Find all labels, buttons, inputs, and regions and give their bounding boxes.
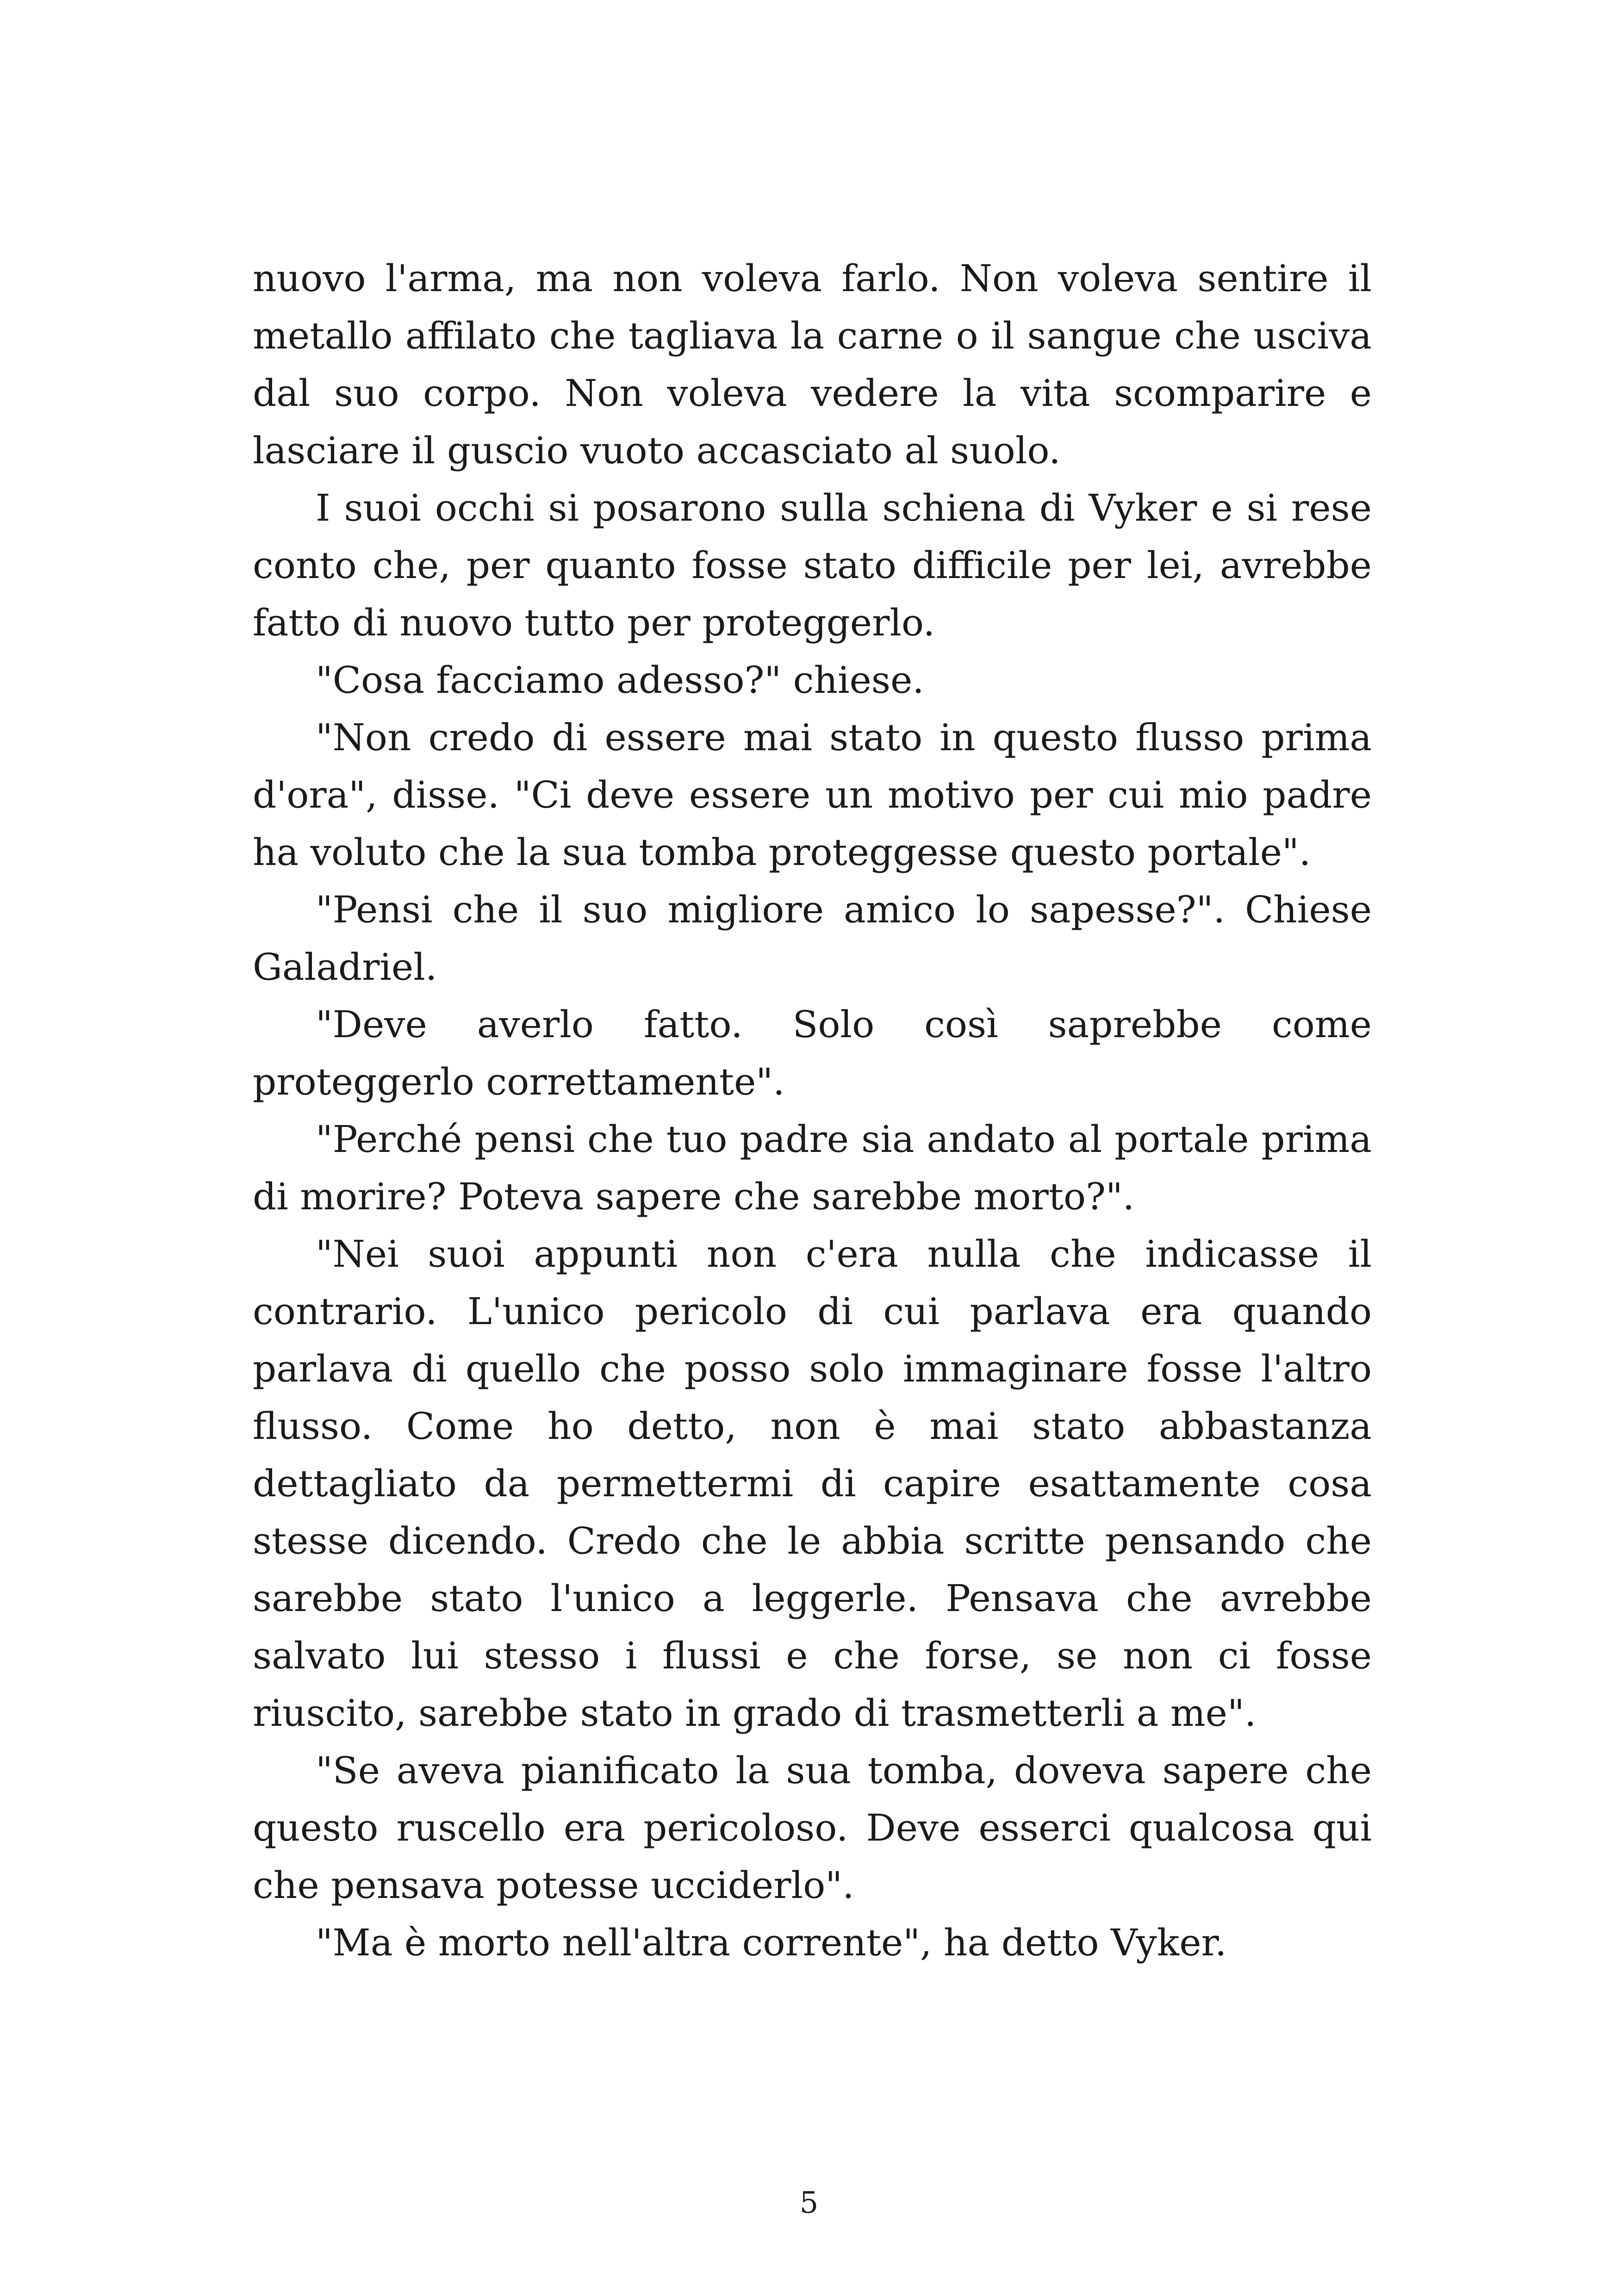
paragraph-8: "Nei suoi appunti non c'era nulla che indicasse il contrario. L'unico pericolo di cui parlava era quando parlava di quello che posso solo immaginare fosse l'altro flusso. Come ho detto, non è mai stato abbastanza dettagliato da permettermi di capire esattamente cosa stesse dicendo. Credo che le abbia scritte pensando che sarebbe stato l'unico a leggerle. Pensava che avrebbe salvato lui stesso i flussi e che forse, se non ci fosse riuscito, sarebbe stato in grado di trasmetterli a me".	[253, 1232, 1372, 1735]
paragraph-5: "Pensi che il suo migliore amico lo sapesse?". Chiese Galadriel.	[253, 888, 1372, 989]
paragraph-1: nuovo l'arma, ma non voleva farlo. Non voleva sentire il metallo affilato che tagliava la carne o il sangue che usciva dal suo corpo. Non voleva vedere la vita scomparire e lasciare il guscio vuoto accasciato al suolo.	[253, 257, 1372, 472]
body-text	[253, 250, 1372, 1972]
paragraph-7: "Perché pensi che tuo padre sia andato al portale prima di morire? Poteva sapere che sarebbe morto?".	[253, 1118, 1372, 1218]
paragraph-10: "Ma è morto nell'altra corrente", ha detto Vyker.	[316, 1921, 1227, 1964]
page-number: 5	[799, 2186, 819, 2220]
paragraph-6: "Deve averlo fatto. Solo così saprebbe come proteggerlo correttamente".	[253, 1003, 1372, 1103]
paragraph-4: "Non credo di essere mai stato in questo flusso prima d'ora", disse. "Ci deve essere un motivo per cui mio padre ha voluto che la sua tomba proteggesse questo portale".	[253, 716, 1372, 874]
paragraph-9: "Se aveva pianificato la sua tomba, doveva sapere che questo ruscello era pericoloso. Deve esserci qualcosa qui che pensava potesse ucciderlo".	[253, 1749, 1372, 1907]
paragraph-3: "Cosa facciamo adesso?" chiese.	[316, 659, 924, 702]
paragraph-2: I suoi occhi si posarono sulla schiena di Vyker e si rese conto che, per quanto fosse stato difficile per lei, avrebbe fatto di nuovo tutto per proteggerlo.	[253, 486, 1372, 644]
